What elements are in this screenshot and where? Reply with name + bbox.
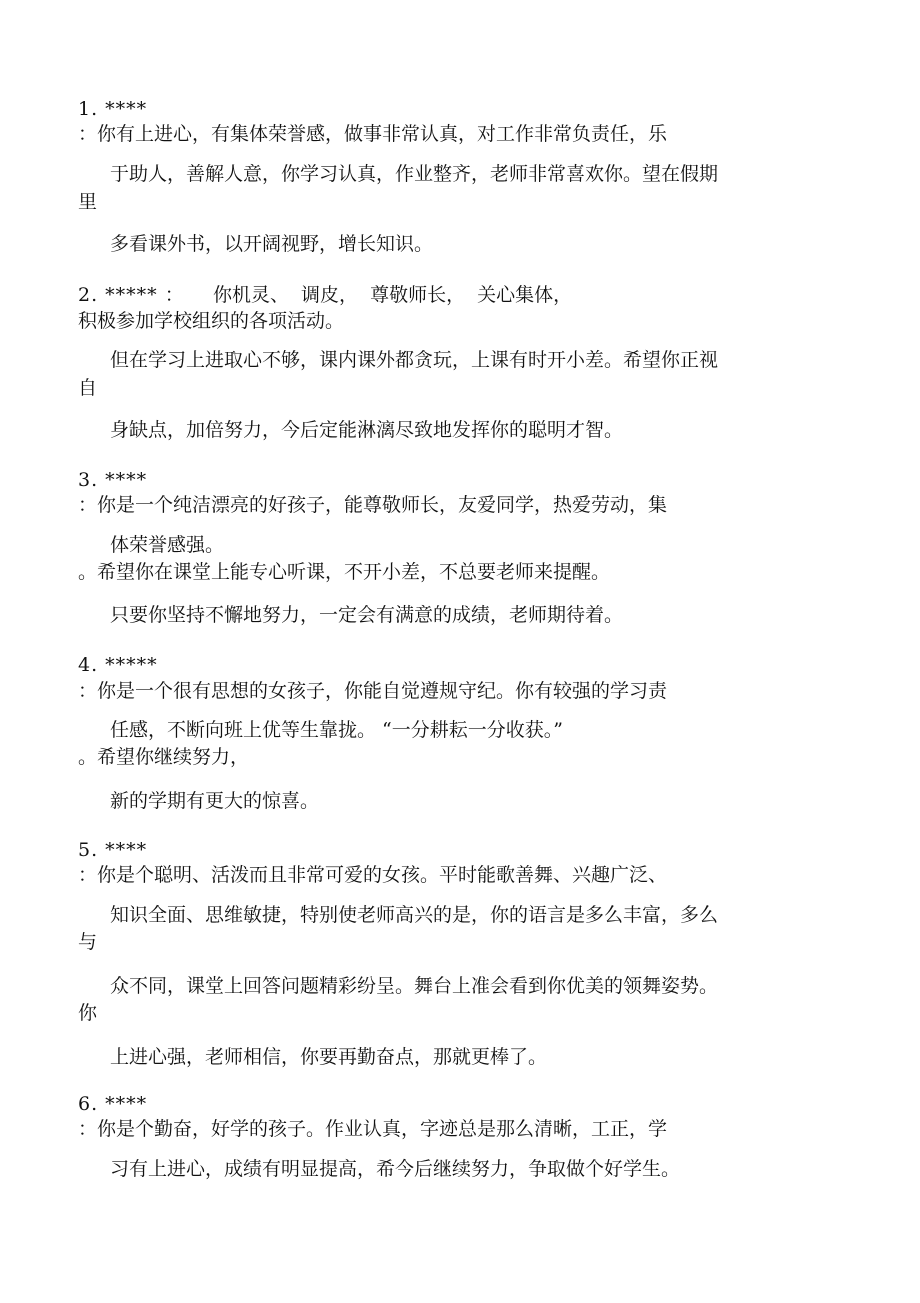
comment-5-line-2: 知识全面、思维敏捷，特别使老师高兴的是，你的语言是多么丰富，多么 (110, 904, 719, 926)
comment-4-line-4: 新的学期有更大的惊喜。 (110, 790, 320, 812)
comment-3-number: 3. **** (78, 469, 148, 491)
comment-6-line-2: 习有上进心，成绩有明显提高，希今后继续努力，争取做个好学生。 (110, 1158, 681, 1180)
comment-5-line-3: 与 (78, 931, 98, 953)
comment-1-line-4: 多看课外书，以开阔视野，增长知识。 (110, 233, 434, 255)
comment-2-line-4: 自 (78, 377, 98, 399)
comment-2-number: 2. ***** ： (78, 284, 185, 306)
comment-4-line-3: 。希望你继续努力， (78, 746, 250, 768)
comment-1-line-3: 里 (78, 191, 98, 213)
comment-1-line-1: ：你有上进心，有集体荣誉感，做事非常认真，对工作非常负责任，乐 (78, 123, 668, 145)
comment-2-line-1: 你机灵、 调皮， 尊敬师长， 关心集体， (213, 284, 573, 306)
comment-6-number: 6. **** (78, 1093, 148, 1115)
comment-2-line-3: 但在学习上进取心不够，课内课外都贪玩，上课有时开小差。希望你正视 (110, 349, 719, 371)
comment-6-line-1: ：你是个勤奋，好学的孩子。作业认真，字迹总是那么清晰，工正，学 (78, 1118, 668, 1140)
comment-3-line-2: 体荣誉感强。 (110, 534, 225, 556)
comment-1-line-2: 于助人，善解人意，你学习认真，作业整齐，老师非常喜欢你。望在假期 (110, 163, 719, 185)
comment-5-line-5: 你 (78, 1002, 98, 1024)
comment-5-line-1: ：你是个聪明、活泼而且非常可爱的女孩。平时能歌善舞、兴趣广泛、 (78, 864, 668, 886)
comment-3-line-1: ：你是一个纯洁漂亮的好孩子，能尊敬师长，友爱同学，热爱劳动，集 (78, 494, 668, 516)
comment-4-line-2: 任感，不断向班上优等生靠拢。 “一分耕耘一分收获。” (110, 719, 563, 741)
comment-3-line-3: 。希望你在课堂上能专心听课，不开小差，不总要老师来提醒。 (78, 561, 611, 583)
comment-4-number: 4. ***** (78, 654, 158, 676)
comment-2-line-2: 积极参加学校组织的各项活动。 (78, 310, 345, 332)
comment-2-line-5: 身缺点，加倍努力，今后定能淋漓尽致地发挥你的聪明才智。 (110, 419, 624, 441)
comment-3-line-4: 只要你坚持不懈地努力，一定会有满意的成绩，老师期待着。 (110, 604, 624, 626)
comment-5-number: 5. **** (78, 839, 148, 861)
comment-4-line-1: ：你是一个很有思想的女孩子，你能自觉遵规守纪。你有较强的学习责 (78, 680, 668, 702)
comment-5-line-4: 众不同，课堂上回答问题精彩纷呈。舞台上准会看到你优美的领舞姿势。 (110, 975, 719, 997)
comment-5-line-6: 上进心强，老师相信，你要再勤奋点，那就更棒了。 (110, 1046, 548, 1068)
comment-1-number: 1. **** (78, 98, 148, 120)
